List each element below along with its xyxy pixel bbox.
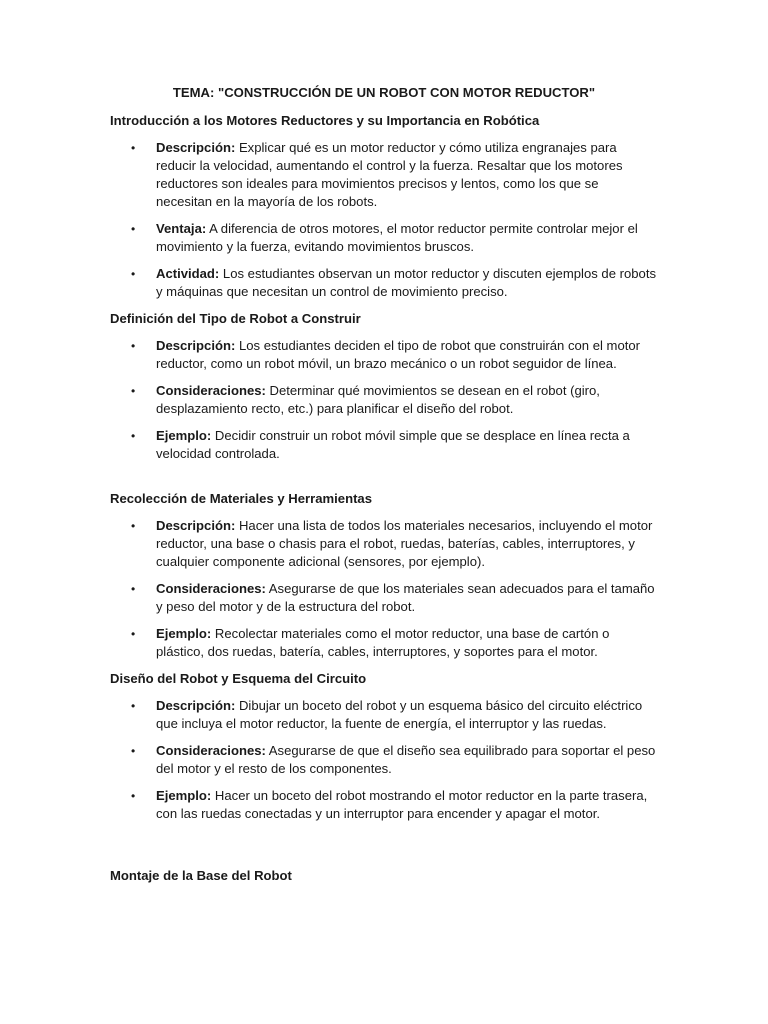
item-label: Consideraciones: bbox=[156, 581, 266, 596]
list-item bbox=[110, 787, 656, 823]
item-text: Asegurarse de que el diseño sea equilibrado para soportar el peso del motor y el resto de los componentes. bbox=[156, 743, 656, 776]
item-label: Ejemplo: bbox=[156, 428, 212, 443]
bullet-icon: • bbox=[131, 384, 136, 398]
section-heading: Diseño del Robot y Esquema del Circuito bbox=[110, 671, 367, 686]
bullet-icon: • bbox=[131, 339, 136, 353]
item-label: Descripción: bbox=[156, 698, 236, 713]
section-intro-motores bbox=[110, 112, 670, 301]
bullet-icon: • bbox=[131, 141, 136, 155]
item-label: Actividad: bbox=[156, 266, 220, 281]
list-item bbox=[110, 580, 656, 616]
list-item bbox=[110, 517, 656, 571]
list-item bbox=[110, 427, 656, 463]
item-text: Dibujar un boceto del robot y un esquema básico del circuito eléctrico que incluya el motor reductor, la fuente de energía, el interruptor y las ruedas. bbox=[156, 698, 643, 731]
bullet-icon: • bbox=[131, 267, 136, 281]
section-definicion-robot bbox=[110, 310, 670, 463]
bullet-icon: • bbox=[131, 627, 136, 641]
list-item bbox=[110, 139, 656, 211]
bullet-icon: • bbox=[131, 222, 136, 236]
section-materiales bbox=[110, 490, 670, 661]
bullet-list bbox=[110, 697, 670, 823]
section-diseno-circuito bbox=[110, 670, 670, 823]
item-text: Los estudiantes deciden el tipo de robot que construirán con el motor reductor, como un robot móvil, un brazo mecánico o un robot seguidor de línea. bbox=[156, 338, 641, 371]
item-label: Consideraciones: bbox=[156, 743, 266, 758]
list-item bbox=[110, 742, 656, 778]
bullet-icon: • bbox=[131, 429, 136, 443]
item-text: Asegurarse de que los materiales sean adecuados para el tamaño y peso del motor y de la estructura del robot. bbox=[156, 581, 655, 614]
list-item bbox=[110, 265, 656, 301]
item-label: Descripción: bbox=[156, 518, 236, 533]
section-montaje-base bbox=[110, 867, 670, 885]
item-label: Ejemplo: bbox=[156, 626, 212, 641]
item-text: Decidir construir un robot móvil simple que se desplace en línea recta a velocidad controlada. bbox=[156, 428, 630, 461]
bullet-icon: • bbox=[131, 699, 136, 713]
section-heading: Recolección de Materiales y Herramientas bbox=[110, 491, 372, 506]
item-text: Hacer una lista de todos los materiales necesarios, incluyendo el motor reductor, una base o chasis para el robot, ruedas, baterías, cables, interruptores, y cualquier componente adicional (sensores, por ejemplo). bbox=[156, 518, 653, 569]
bullet-icon: • bbox=[131, 789, 136, 803]
section-heading: Montaje de la Base del Robot bbox=[110, 868, 292, 883]
document-title: TEMA: "CONSTRUCCIÓN DE UN ROBOT CON MOTOR REDUCTOR" bbox=[172, 85, 596, 100]
list-item bbox=[110, 382, 656, 418]
item-text: A diferencia de otros motores, el motor reductor permite controlar mejor el movimiento y la fuerza, evitando movimientos bruscos. bbox=[156, 221, 638, 254]
item-label: Consideraciones: bbox=[156, 383, 266, 398]
bullet-list bbox=[110, 139, 670, 301]
item-label: Ventaja: bbox=[156, 221, 207, 236]
item-label: Descripción: bbox=[156, 338, 236, 353]
item-label: Descripción: bbox=[156, 140, 236, 155]
bullet-list bbox=[110, 517, 670, 661]
item-text: Los estudiantes observan un motor reductor y discuten ejemplos de robots y máquinas que necesitan un control de movimiento preciso. bbox=[156, 266, 657, 299]
bullet-icon: • bbox=[131, 519, 136, 533]
bullet-icon: • bbox=[131, 582, 136, 596]
item-text: Determinar qué movimientos se desean en el robot (giro, desplazamiento recto, etc.) para planificar el diseño del robot. bbox=[156, 383, 600, 416]
bullet-icon: • bbox=[131, 744, 136, 758]
item-text: Explicar qué es un motor reductor y cómo utiliza engranajes para reducir la velocidad, aumentando el control y la fuerza. Resaltar que los motores reductores son ideales para movimientos precisos y lentos, como los que se necesitan en la mayoría de los robots. bbox=[156, 140, 623, 209]
list-item bbox=[110, 220, 656, 256]
list-item bbox=[110, 625, 656, 661]
list-item bbox=[110, 337, 656, 373]
section-heading: Introducción a los Motores Reductores y su Importancia en Robótica bbox=[110, 113, 540, 128]
item-text: Recolectar materiales como el motor reductor, una base de cartón o plástico, dos ruedas, batería, cables, interruptores, y soportes para el motor. bbox=[156, 626, 610, 659]
item-text: Hacer un boceto del robot mostrando el motor reductor en la parte trasera, con las ruedas conectadas y un interruptor para encender y apagar el motor. bbox=[156, 788, 648, 821]
section-heading: Definición del Tipo de Robot a Construir bbox=[110, 311, 361, 326]
bullet-list bbox=[110, 337, 670, 463]
item-label: Ejemplo: bbox=[156, 788, 212, 803]
list-item bbox=[110, 697, 656, 733]
